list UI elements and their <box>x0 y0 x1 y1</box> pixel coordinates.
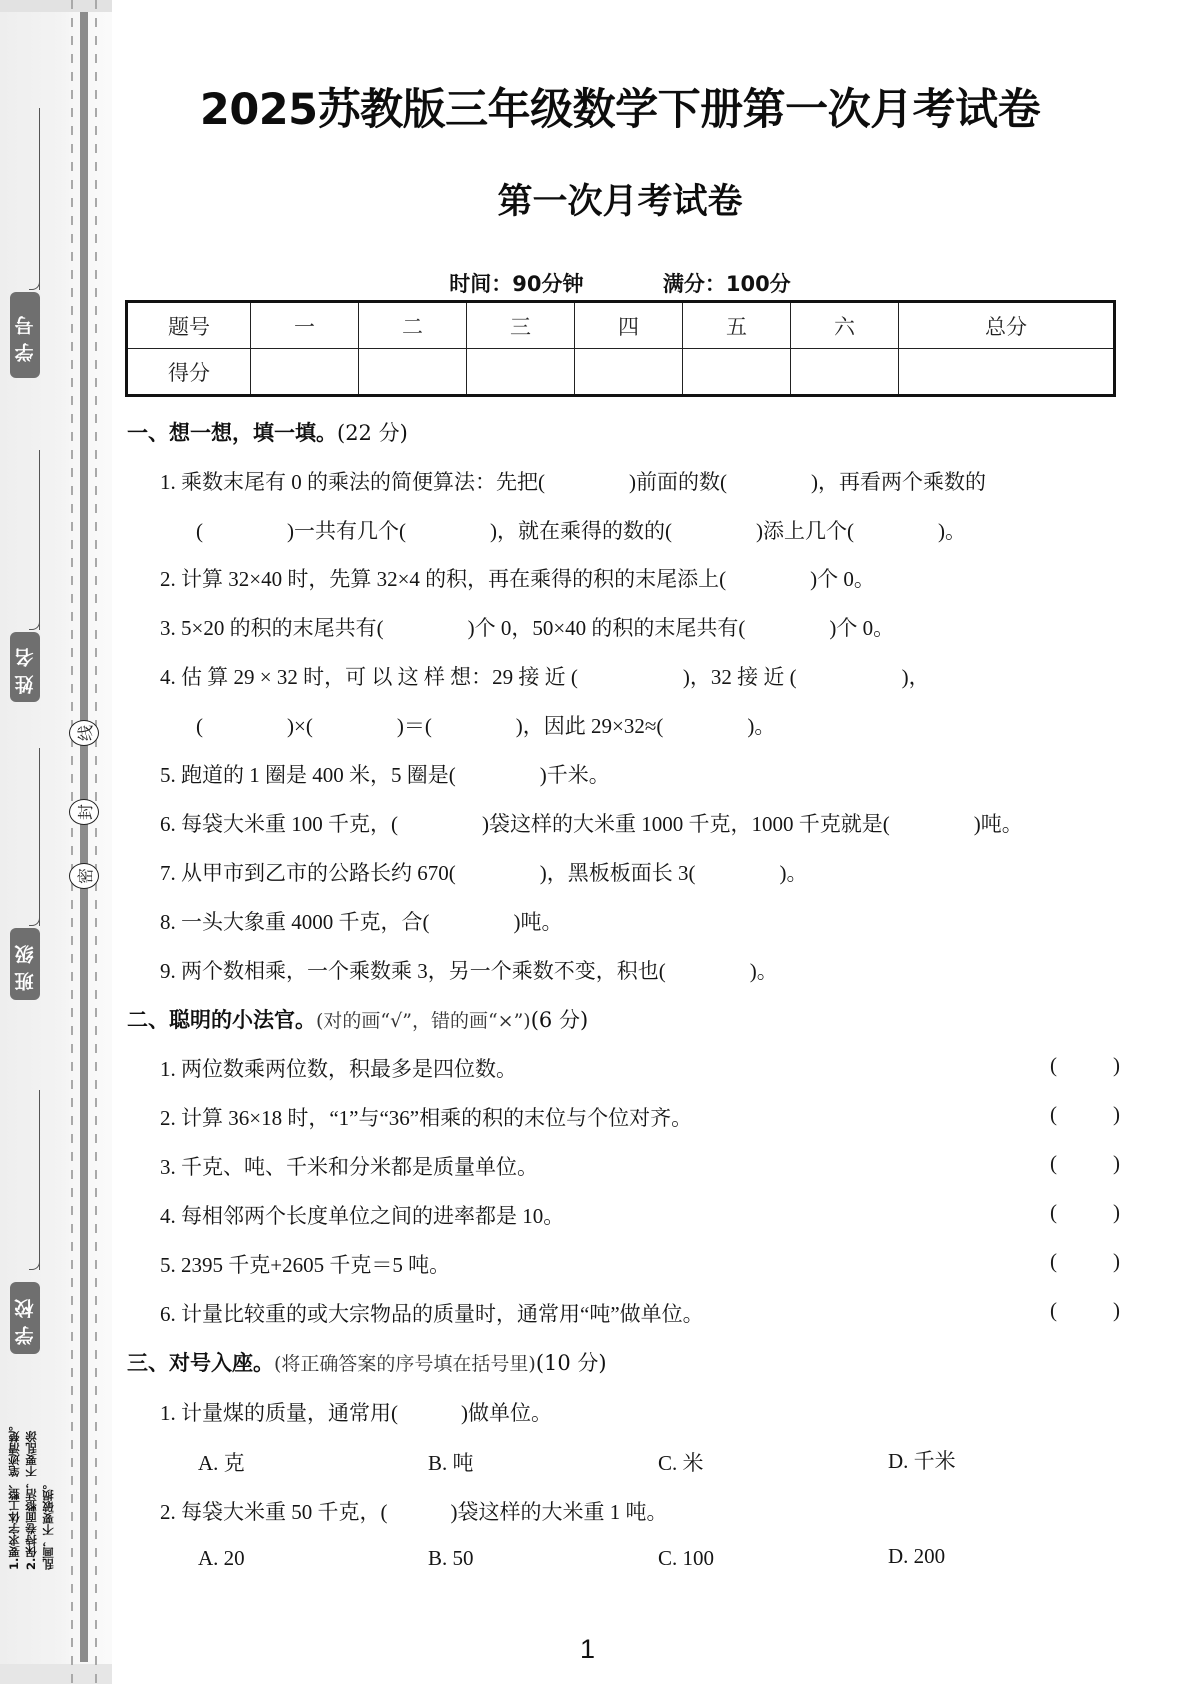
header-cell: 题号 <box>127 302 251 349</box>
exam-notice <box>6 1410 66 1570</box>
s1-question-9: 9. 两个数相乘，一个乘数乘 3，另一个乘数不变，积也( )。 <box>160 959 778 983</box>
header-cell: 二 <box>359 302 467 349</box>
score-table <box>125 300 1116 397</box>
s2-answer-box-1[interactable]: ( ) <box>1050 1053 1120 1077</box>
header-cell: 一 <box>251 302 359 349</box>
s3-q2-option-b[interactable]: B. 50 <box>428 1546 474 1570</box>
score-cell[interactable] <box>251 349 359 396</box>
section-2-title: 二、聪明的小法官。 <box>127 1008 316 1032</box>
label-student-id: 学号 <box>10 292 40 378</box>
s1-question-7: 7. 从甲市到乙市的公路长约 670( )，黑板板面长 3( )。 <box>160 861 808 885</box>
section-3-heading <box>127 1347 607 1377</box>
score-cell[interactable] <box>683 349 791 396</box>
s1-question-6: 6. 每袋大米重 100 千克，( )袋这样的大米重 1000 千克，1000 千克就是( )吨。 <box>160 812 1023 836</box>
label-class: 班级 <box>10 928 40 1000</box>
s3-q1-option-a[interactable]: A. 克 <box>198 1451 245 1475</box>
score-table-header-row <box>127 302 1115 349</box>
seal-mark-line: 线 <box>69 720 99 746</box>
exam-full-score: 满分：100分 <box>662 272 791 296</box>
s2-question-2: 2. 计算 36×18 时，“1”与“36”相乘的积的末位与个位对齐。 <box>160 1106 693 1130</box>
s2-question-3: 3. 千克、吨、千米和分米都是质量单位。 <box>160 1155 538 1179</box>
section-3-points: (10 分) <box>535 1351 607 1375</box>
header-cell: 三 <box>467 302 575 349</box>
header-cell: 六 <box>791 302 899 349</box>
score-cell[interactable] <box>575 349 683 396</box>
s3-q2-option-a[interactable]: A. 20 <box>198 1546 245 1570</box>
notice-line-1: 1.要求字体工整、笔迹清楚。 <box>7 1419 21 1570</box>
s2-answer-box-6[interactable]: ( ) <box>1050 1298 1120 1322</box>
binding-bar <box>80 12 88 1662</box>
seal-mark-seal: 封 <box>69 799 99 825</box>
section-2-heading <box>127 1004 588 1034</box>
section-1-points: (22 分) <box>337 421 408 445</box>
s2-answer-box-3[interactable]: ( ) <box>1050 1151 1120 1175</box>
s2-answer-box-5[interactable]: ( ) <box>1050 1249 1120 1273</box>
notice-line-2: 2.保持卷面整洁，不要乱涂 <box>24 1431 38 1570</box>
exam-meta <box>125 268 1115 298</box>
name-write-line[interactable] <box>39 450 40 630</box>
s1-question-5: 5. 跑道的 1 圈是 400 米，5 圈是( )千米。 <box>160 763 610 787</box>
cut-line-right <box>95 0 97 1684</box>
s1-question-4-cont: ( )×( )＝( )，因此 29×32≈( )。 <box>196 714 776 738</box>
seal-mark-secret: 密 <box>69 863 99 889</box>
student-id-write-line[interactable] <box>39 108 40 290</box>
exam-time: 时间：90分钟 <box>449 272 584 296</box>
header-cell: 总分 <box>899 302 1115 349</box>
s2-question-4: 4. 每相邻两个长度单位之间的进率都是 10。 <box>160 1204 565 1228</box>
section-3-note: (将正确答案的序号填在括号里) <box>274 1353 536 1375</box>
s1-question-2: 2. 计算 32×40 时，先算 32×4 的积，再在乘得的积的末尾添上( )个 0。 <box>160 567 875 591</box>
label-school: 学校 <box>10 1282 40 1354</box>
school-write-line[interactable] <box>39 1090 40 1270</box>
s1-question-8: 8. 一头大象重 4000 千克，合( )吨。 <box>160 910 563 934</box>
binding-margin <box>0 0 112 1684</box>
s1-question-1-cont: ( )一共有几个( )，就在乘得的数的( )添上几个( )。 <box>196 519 966 543</box>
s2-answer-box-2[interactable]: ( ) <box>1050 1102 1120 1126</box>
section-2-note: (对的画“√”，错的画“×”) <box>316 1010 531 1032</box>
s1-question-4: 4. 估 算 29 × 32 时，可 以 这 样 想：29 接 近 ( )，32 接 近 ( )， <box>160 665 930 689</box>
section-1-title: 一、想一想，填一填。 <box>127 421 337 445</box>
score-table-score-row <box>127 349 1115 396</box>
header-cell: 五 <box>683 302 791 349</box>
s3-q2-option-c[interactable]: C. 100 <box>658 1546 715 1570</box>
page-title: 2025苏教版三年级数学下册第一次月考试卷 <box>199 85 1041 135</box>
score-row-label: 得分 <box>127 349 251 396</box>
s2-question-6: 6. 计量比较重的或大宗物品的质量时，通常用“吨”做单位。 <box>160 1302 704 1326</box>
s3-q1-option-c[interactable]: C. 米 <box>658 1451 704 1475</box>
class-write-line[interactable] <box>39 748 40 926</box>
s3-question-1: 1. 计量煤的质量，通常用( )做单位。 <box>160 1401 552 1425</box>
section-2-points: (6 分) <box>530 1008 589 1032</box>
section-1-heading <box>127 417 408 447</box>
section-3-title: 三、对号入座。 <box>127 1351 274 1375</box>
score-cell[interactable] <box>791 349 899 396</box>
s2-question-1: 1. 两位数乘两位数，积最多是四位数。 <box>160 1057 517 1081</box>
notice-line-3: 乱画，不要破损。 <box>41 1478 55 1570</box>
page-number: 1 <box>580 1634 596 1664</box>
s3-q2-option-d[interactable]: D. 200 <box>888 1544 946 1568</box>
s3-q1-option-b[interactable]: B. 吨 <box>428 1451 474 1475</box>
s1-question-3: 3. 5×20 的积的末尾共有( )个 0，50×40 的积的末尾共有( )个 0。 <box>160 616 895 640</box>
header-cell: 四 <box>575 302 683 349</box>
s2-question-5: 5. 2395 千克+2605 千克＝5 吨。 <box>160 1253 451 1277</box>
s3-question-2: 2. 每袋大米重 50 千克，( )袋这样的大米重 1 吨。 <box>160 1500 668 1524</box>
s2-answer-box-4[interactable]: ( ) <box>1050 1200 1120 1224</box>
score-cell[interactable] <box>899 349 1115 396</box>
score-cell[interactable] <box>467 349 575 396</box>
s3-q1-option-d[interactable]: D. 千米 <box>888 1449 956 1473</box>
s1-question-1: 1. 乘数末尾有 0 的乘法的简便算法：先把( )前面的数( )，再看两个乘数的 <box>160 470 986 494</box>
page-subtitle: 第一次月考试卷 <box>497 182 743 222</box>
cut-line-left <box>71 0 73 1684</box>
score-cell[interactable] <box>359 349 467 396</box>
label-name: 姓名 <box>10 632 40 702</box>
